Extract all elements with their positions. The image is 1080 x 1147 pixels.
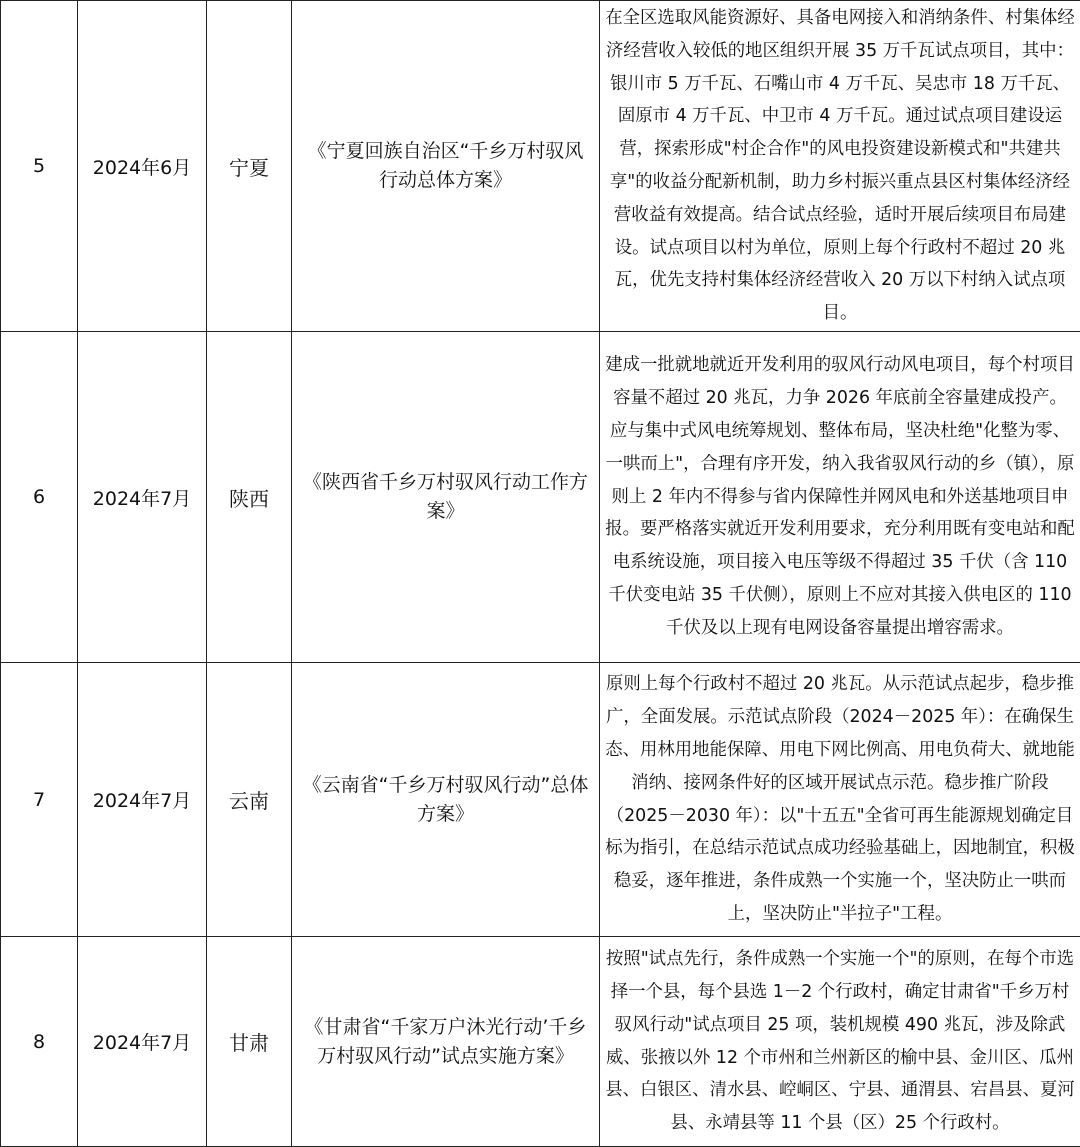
row-index: 6 xyxy=(1,332,78,663)
row-policy-content: 建成一批就地就近开发利用的驭风行动风电项目，每个村项目容量不超过 20 兆瓦，力争 2026 年底前全容量建成投产。应与集中式风电统筹规划、整体布局，坚决杜绝"化整为零、一哄而上"，合理有序开发，纳入我省驭风行动的乡（镇），原则上 2 年内不得参与省内保障性并网风电和外送基地项目申报。要严格落实就近开发利用要求，充分利用既有变电站和配电系统设施，项目接入电压等级不得超过 35 千伏（含 110 千伏变电站 35 千伏侧），原则上不应对其接入供电区的 110 千伏及以上现有电网设备容量提出增容需求。 xyxy=(600,332,1080,663)
table-row xyxy=(1,332,1080,663)
row-policy-title: 《甘肃省“千家万户沐光行动’千乡万村驭风行动”试点实施方案》 xyxy=(292,937,600,1147)
row-date: 2024年7月 xyxy=(78,937,207,1147)
row-province: 陕西 xyxy=(207,332,292,663)
row-policy-content: 按照"试点先行，条件成熟一个实施一个"的原则，在每个市选择一个县，每个县选 1－2 个行政村，确定甘肃省"千乡万村驭风行动"试点项目 25 项，装机规模 490 兆瓦，涉及除武威、张掖以外 12 个市州和兰州新区的榆中县、金川区、瓜州县、白银区、清水县、崆峒区、宁县、通渭县、宕昌县、夏河县、永靖县等 11 个县（区）25 个行政村。 xyxy=(600,937,1080,1147)
row-province: 宁夏 xyxy=(207,1,292,332)
row-index: 5 xyxy=(1,1,78,332)
row-index: 8 xyxy=(1,937,78,1147)
table-row xyxy=(1,1,1080,332)
table-row xyxy=(1,663,1080,937)
row-province: 云南 xyxy=(207,663,292,937)
row-policy-content: 在全区选取风能资源好、具备电网接入和消纳条件、村集体经济经营收入较低的地区组织开展 35 万千瓦试点项目，其中：银川市 5 万千瓦、石嘴山市 4 万千瓦、吴忠市 18 万千瓦、固原市 4 万千瓦、中卫市 4 万千瓦。通过试点项目建设运营，探索形成"村企合作"的风电投资建设新模式和"共建共享"的收益分配新机制，助力乡村振兴重点县区村集体经济经营收益有效提高。结合试点经验，适时开展后续项目布局建设。试点项目以村为单位，原则上每个行政村不超过 20 兆瓦，优先支持村集体经济经营收入 20 万以下村纳入试点项目。 xyxy=(600,1,1080,332)
row-province: 甘肃 xyxy=(207,937,292,1147)
row-date: 2024年7月 xyxy=(78,663,207,937)
row-date: 2024年7月 xyxy=(78,332,207,663)
row-policy-title: 《宁夏回族自治区“千乡万村驭风行动总体方案》 xyxy=(292,1,600,332)
row-policy-title: 《陕西省千乡万村驭风行动工作方案》 xyxy=(292,332,600,663)
row-date: 2024年6月 xyxy=(78,1,207,332)
table-row xyxy=(1,937,1080,1147)
row-policy-content: 原则上每个行政村不超过 20 兆瓦。从示范试点起步，稳步推广，全面发展。示范试点阶段（2024－2025 年）：在确保生态、用林用地能保障、用电下网比例高、用电负荷大、就地能消纳、接网条件好的区域开展试点示范。稳步推广阶段（2025－2030 年）：以"十五五"全省可再生能源规划确定目标为指引，在总结示范试点成功经验基础上，因地制宜，积极稳妥，逐年推进，条件成熟一个实施一个，坚决防止一哄而上，坚决防止"半拉子"工程。 xyxy=(600,663,1080,937)
row-policy-title: 《云南省“千乡万村驭风行动”总体方案》 xyxy=(292,663,600,937)
row-index: 7 xyxy=(1,663,78,937)
